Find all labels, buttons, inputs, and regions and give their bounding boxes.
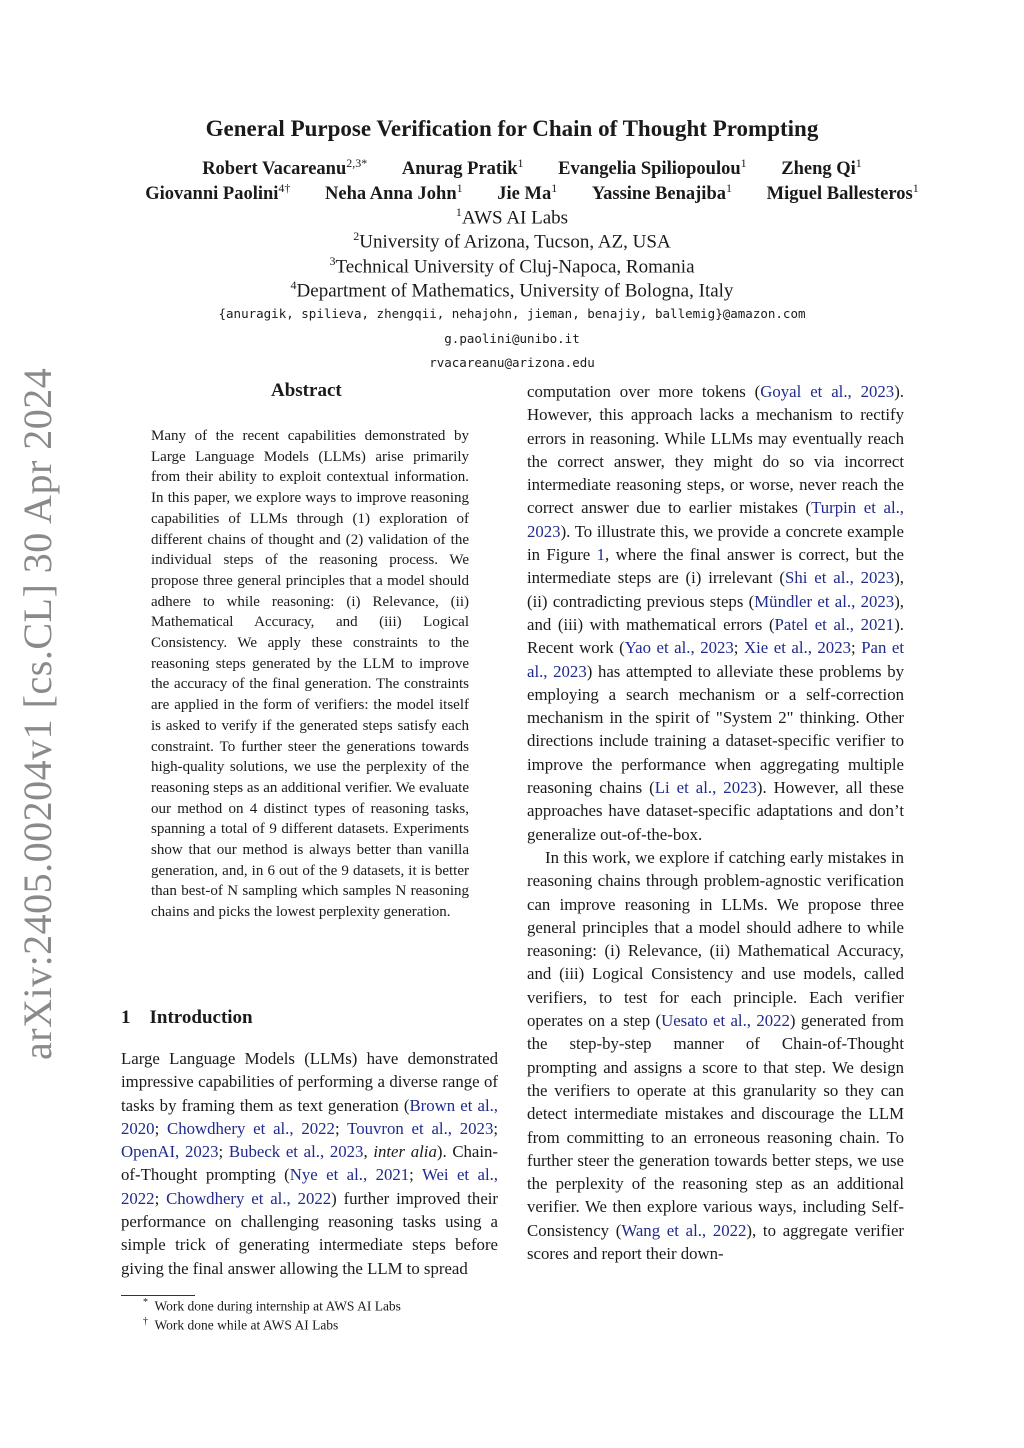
body-text: In this work, we explore if catching early mistakes in reasoning chains through problem-agnostic verification can improve reasoning in LLMs. We propose three general principles that a model should adhere to while reasoning: (i) Relevance, (ii) Mathematical Accuracy, and (iii) Logical Consistency and use models, called verifiers, to test for each principle. Each verifier operates on a step ( (527, 847, 904, 1031)
author: Miguel Ballesteros$^1$ (766, 181, 919, 205)
abstract-body: Many of the recent capabilities demonstrated by Large Language Models (LLMs) arise primarily from their ability to exploit contextual information. In this paper, we explore ways to improve reasoning capabilities of LLMs through (1) exploration of different chains of thought and (2) validation of the individual steps of the reasoning process. We propose three general principles that a model should adhere to while reasoning: (i) Relevance, (ii) Mathematical Accuracy, and (iii) Logical Consistency. We apply these constraints to the reasoning steps generated by the LLM to improve the accuracy of the final generation. The constraints are applied in the form of verifiers: the model itself is asked to verify if the generated steps satisfy each constraint. To further steer the generations towards high-quality solutions, we use the perplexity of the reasoning steps as an additional verifier. We evaluate our method on 4 distinct types of reasoning tasks, spanning a total of 9 different datasets. Experiments show that our method is always better than vanilla generation, and, in 6 out of the 9 datasets, it is better than best-of N sampling which samples N reasoning chains and picks the lowest perplexity generation. (151, 428, 469, 921)
email-line: g.paolini@unibo.it (444, 331, 580, 346)
citation-link[interactable]: Uesato et al., 2022 (661, 1011, 790, 1031)
footnote: † Work done while at AWS AI Labs (143, 1316, 339, 1333)
citation-link[interactable]: Chowdhery et al., 2022 (166, 1188, 332, 1208)
italic-text: inter alia (373, 1142, 437, 1162)
author: Anurag Pratik$^1$ (401, 156, 524, 180)
citation-link[interactable]: Goyal et al., 2023 (760, 382, 895, 401)
body-text: ; (154, 1188, 167, 1208)
citation-link[interactable]: Wei et al., 2022 (121, 1165, 499, 1208)
author: Yassine Benajiba$^1$ (591, 181, 732, 205)
introduction-column-left (121, 1047, 498, 1280)
section-heading-introduction: 1 Introduction (121, 1007, 253, 1028)
footnote: * Work done during internship at AWS AI Labs (143, 1297, 401, 1314)
body-text: ; (733, 638, 744, 658)
body-text: ; (218, 1142, 229, 1162)
author: Robert Vacareanu$^{2,3*}$ (202, 156, 368, 180)
citation-link[interactable]: Mündler et al., 2023 (754, 591, 895, 611)
citation-link[interactable]: Shi et al., 2023 (785, 568, 895, 588)
arxiv-stamp: arXiv:2405.00204v1 [cs.CL] 30 Apr 2024 (15, 367, 60, 1060)
body-text: ) generated from the step-by-step manner of Chain-of-Thought prompting and assigns a score to that step. We design the verifiers to operate at this granularity so they can detect intermediate mistakes and discourage the LLM from committing to an erroneous reasoning chain. To further steer the generation towards better steps, we use the perplexity of the reasoning step as an additional verifier. We then explore various ways, including Self-Consistency ( (527, 1011, 904, 1240)
author: Evangelia Spiliopoulou$^1$ (558, 156, 747, 180)
body-text: Large Language Models (LLMs) have demonstrated impressive capabilities of performing a diverse range of tasks by framing them as text generation ( (121, 1049, 498, 1115)
body-text: ) further improved their performance on challenging reasoning tasks using a simple trick of generating intermediate steps before giving the final answer allowing the LLM to spread (121, 1188, 499, 1278)
author: Giovanni Paolini$^{4\dagger}$ (145, 181, 291, 205)
citation-link[interactable]: Nye et al., 2021 (289, 1165, 410, 1185)
affiliation: $^3$Technical University of Cluj-Napoca, Romania (329, 254, 695, 278)
intro-paragraph-1-continued (527, 380, 904, 846)
body-text: ). To illustrate this, we provide a concrete example in Figure (527, 521, 904, 565)
citation-link[interactable]: Turpin et al., 2023 (527, 498, 904, 541)
citation-link[interactable]: Wang et al., 2022 (621, 1220, 747, 1240)
body-text: ). However, all these approaches have dataset-specific adaptations and don’t generalize out-of-the-box. (527, 778, 904, 844)
body-text: ) has attempted to alleviate these problems by employing a search mechanism or a self-correction mechanism in the spirit of "System 2" thinking. Other directions include training a dataset-specific verifier to improve the performance when aggregating multiple reasoning chains ( (527, 661, 904, 798)
citation-link[interactable]: Pan et al., 2023 (527, 638, 905, 681)
author-list-row-1 (60, 156, 1004, 180)
citation-link[interactable]: Bubeck et al., 2023 (228, 1142, 364, 1162)
citation-link[interactable]: Yao et al., 2023 (624, 638, 734, 658)
body-text: ), and (iii) with mathematical errors ( (527, 591, 904, 634)
body-text: ; (334, 1118, 348, 1138)
body-text: ). However, this approach lacks a mechanism to rectify errors in reasoning. While LLMs may eventually reach the correct answer, they might do so via incorrect intermediate reasoning steps, or worse, never reach the correct answer due to earlier mistakes ( (527, 382, 904, 518)
author: Jie Ma$^1$ (497, 181, 558, 205)
citation-link[interactable]: Chowdhery et al., 2022 (167, 1118, 335, 1138)
body-text: ). Chain-of-Thought prompting ( (121, 1142, 499, 1185)
body-text: ), (ii) contradicting previous steps ( (527, 568, 904, 611)
citation-link[interactable]: Touvron et al., 2023 (347, 1118, 494, 1138)
citation-link[interactable]: OpenAI, 2023 (121, 1142, 219, 1162)
citation-link[interactable]: Xie et al., 2023 (743, 638, 851, 658)
body-text: , (363, 1142, 374, 1162)
intro-paragraph-2 (527, 846, 904, 1265)
citation-link[interactable]: 1 (596, 545, 606, 565)
email-line: rvacareanu@arizona.edu (429, 355, 595, 370)
body-text: ; (409, 1165, 422, 1185)
body-text: ; (154, 1118, 168, 1138)
paper-title: General Purpose Verification for Chain of Thought Prompting (205, 116, 819, 141)
body-text: ). Recent work ( (527, 614, 904, 658)
abstract-heading: Abstract (271, 380, 342, 401)
email-line: {anuragik, spilieva, zhengqii, nehajohn, jieman, benajiy, ballemig}@amazon.com (218, 306, 806, 321)
citation-link[interactable]: Li et al., 2023 (654, 778, 757, 798)
citation-link[interactable]: Brown et al., 2020 (121, 1095, 498, 1138)
introduction-column-right (527, 380, 904, 1265)
body-text: , where the final answer is correct, but the intermediate steps are (i) irrelevant ( (527, 545, 904, 588)
affiliation: $^1$AWS AI Labs (455, 205, 569, 229)
author: Neha Anna John$^1$ (325, 181, 463, 205)
author-list-row-2 (40, 181, 1024, 205)
body-text: ; (850, 638, 862, 658)
author: Zheng Qi$^1$ (781, 156, 862, 180)
affiliation: $^4$Department of Mathematics, University of Bologna, Italy (290, 278, 734, 302)
body-text: computation over more tokens ( (527, 382, 761, 401)
citation-link[interactable]: Patel et al., 2021 (774, 614, 895, 634)
body-text: ), to aggregate verifier scores and report their down- (527, 1220, 905, 1263)
body-text: ; (493, 1118, 499, 1138)
affiliation: $^2$University of Arizona, Tucson, AZ, USA (353, 229, 671, 253)
footnote-rule (121, 1295, 195, 1296)
